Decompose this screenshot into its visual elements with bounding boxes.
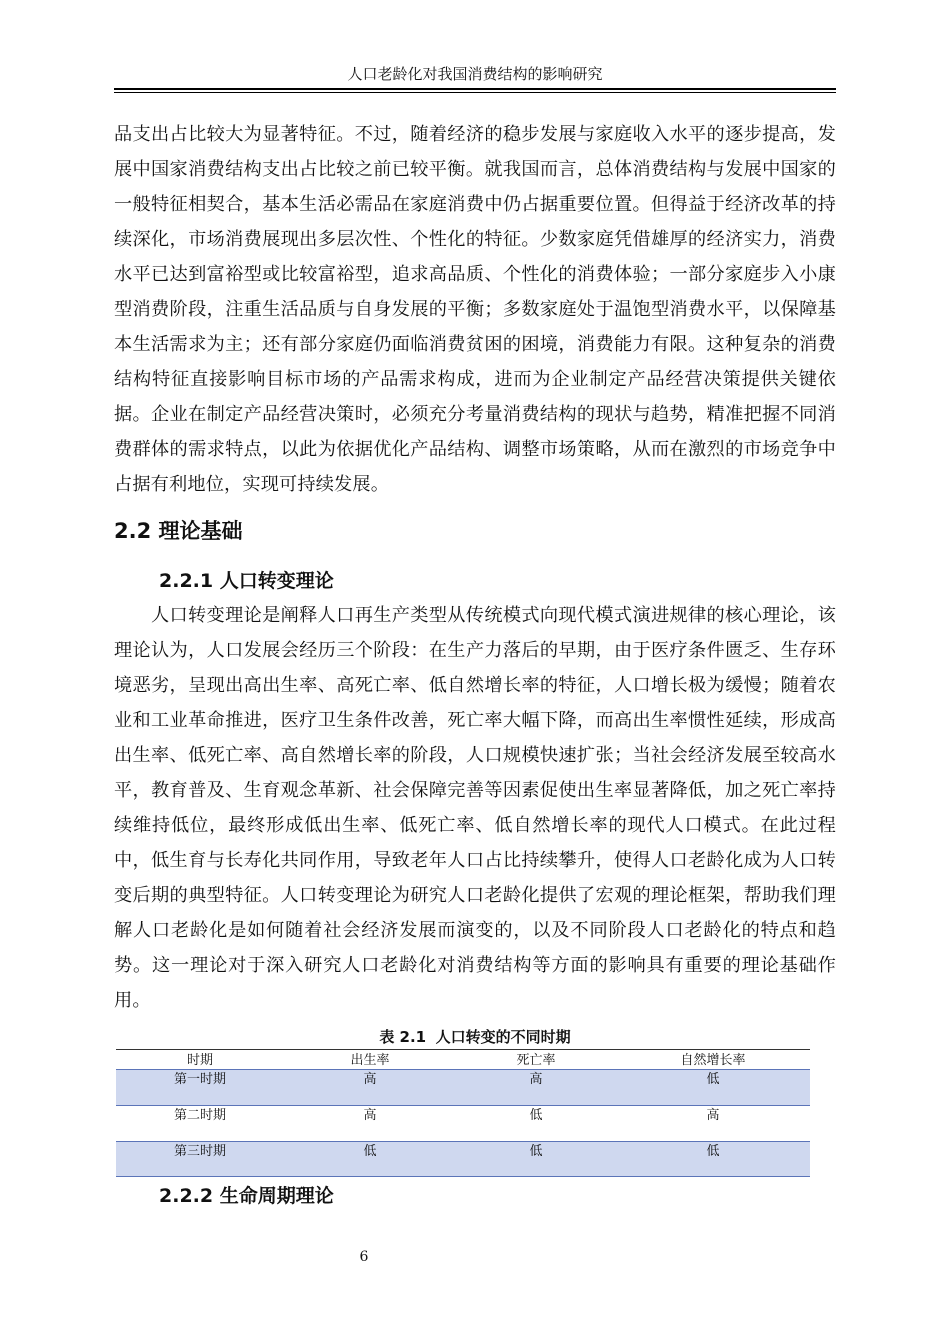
- table-cell: 低: [456, 1142, 616, 1177]
- paragraph-demographic-transition: 人口转变理论是阐释人口再生产类型从传统模式向现代模式演进规律的核心理论，该理论认为，人口发展会经历三个阶段：在生产力落后的早期，由于医疗条件匮乏、生存环境恶劣，呈现出高出生率、高死亡率、低自然增长率的特征，人口增长极为缓慢；随着农业和工业革命推进，医疗卫生条件改善，死亡率大幅下降，而高出生率惯性延续，形成高出生率、低死亡率、高自然增长率的阶段，人口规模快速扩张；当社会经济发展至较高水平，教育普及、生育观念革新、社会保障完善等因素促使出生率显著降低，加之死亡率持续维持低位，最终形成低出生率、低死亡率、低自然增长率的现代人口模式。在此过程中，低生育与长寿化共同作用，导致老年人口占比持续攀升，使得人口老龄化成为人口转变后期的典型特征。人口转变理论为研究人口老龄化提供了宏观的理论框架，帮助我们理解人口老龄化是如何随着社会经济发展而演变的，以及不同阶段人口老龄化的特点和趋势。这一理论对于深入研究人口老龄化对消费结构等方面的影响具有重要的理论基础作用。: [114, 605, 836, 1011]
- table-cell: 第二时期: [116, 1106, 284, 1142]
- section-heading: 2.2 理论基础: [114, 519, 243, 543]
- table-header-cell: 自然增长率: [616, 1050, 810, 1070]
- table-caption-title: 人口转变的不同时期: [435, 1028, 571, 1046]
- subsection-heading-demographic-transition: 2.2.1 人口转变理论: [159, 570, 334, 592]
- table-cell: 高: [284, 1070, 456, 1106]
- table-cell: 高: [284, 1106, 456, 1142]
- table-header-cell: 出生率: [284, 1050, 456, 1070]
- table-row: [116, 1106, 810, 1142]
- table-cell: 低: [284, 1142, 456, 1177]
- table-cell: 第三时期: [116, 1142, 284, 1177]
- table-row: [116, 1142, 810, 1177]
- header-rule-thick: [114, 88, 836, 90]
- demographic-transition-table: [116, 1049, 810, 1177]
- table-cell: 第一时期: [116, 1070, 284, 1106]
- table-row: [116, 1070, 810, 1106]
- table-cell: 高: [616, 1106, 810, 1142]
- subsection-heading-life-cycle: 2.2.2 生命周期理论: [159, 1185, 334, 1207]
- paragraph-consumption-structure: 品支出占比较大为显著特征。不过，随着经济的稳步发展与家庭收入水平的逐步提高，发展中国家消费结构支出占比较之前已较平衡。就我国而言，总体消费结构与发展中国家的一般特征相契合，基本生活必需品在家庭消费中仍占据重要位置。但得益于经济改革的持续深化，市场消费展现出多层次性、个性化的特征。少数家庭凭借雄厚的经济实力，消费水平已达到富裕型或比较富裕型，追求高品质、个性化的消费体验；一部分家庭步入小康型消费阶段，注重生活品质与自身发展的平衡；多数家庭处于温饱型消费水平，以保障基本生活需求为主；还有部分家庭仍面临消费贫困的困境，消费能力有限。这种复杂的消费结构特征直接影响目标市场的产品需求构成，进而为企业制定产品经营决策提供关键依据。企业在制定产品经营决策时，必须充分考量消费结构的现状与趋势，精准把握不同消费群体的需求特点，以此为依据优化产品结构、调整市场策略，从而在激烈的市场竞争中占据有利地位，实现可持续发展。: [114, 124, 836, 495]
- table-header-cell: 时期: [116, 1050, 284, 1070]
- header-rule-thin: [114, 92, 836, 93]
- table-caption-label: 表 2.1: [379, 1028, 427, 1046]
- table-caption: [114, 1026, 836, 1047]
- page-number: 6: [359, 1249, 369, 1265]
- table-cell: 低: [456, 1106, 616, 1142]
- table-cell: 低: [616, 1070, 810, 1106]
- table-header-row: [116, 1050, 810, 1070]
- table-cell: 高: [456, 1070, 616, 1106]
- running-header: 人口老龄化对我国消费结构的影响研究: [347, 65, 603, 83]
- table-header-cell: 死亡率: [456, 1050, 616, 1070]
- table-cell: 低: [616, 1142, 810, 1177]
